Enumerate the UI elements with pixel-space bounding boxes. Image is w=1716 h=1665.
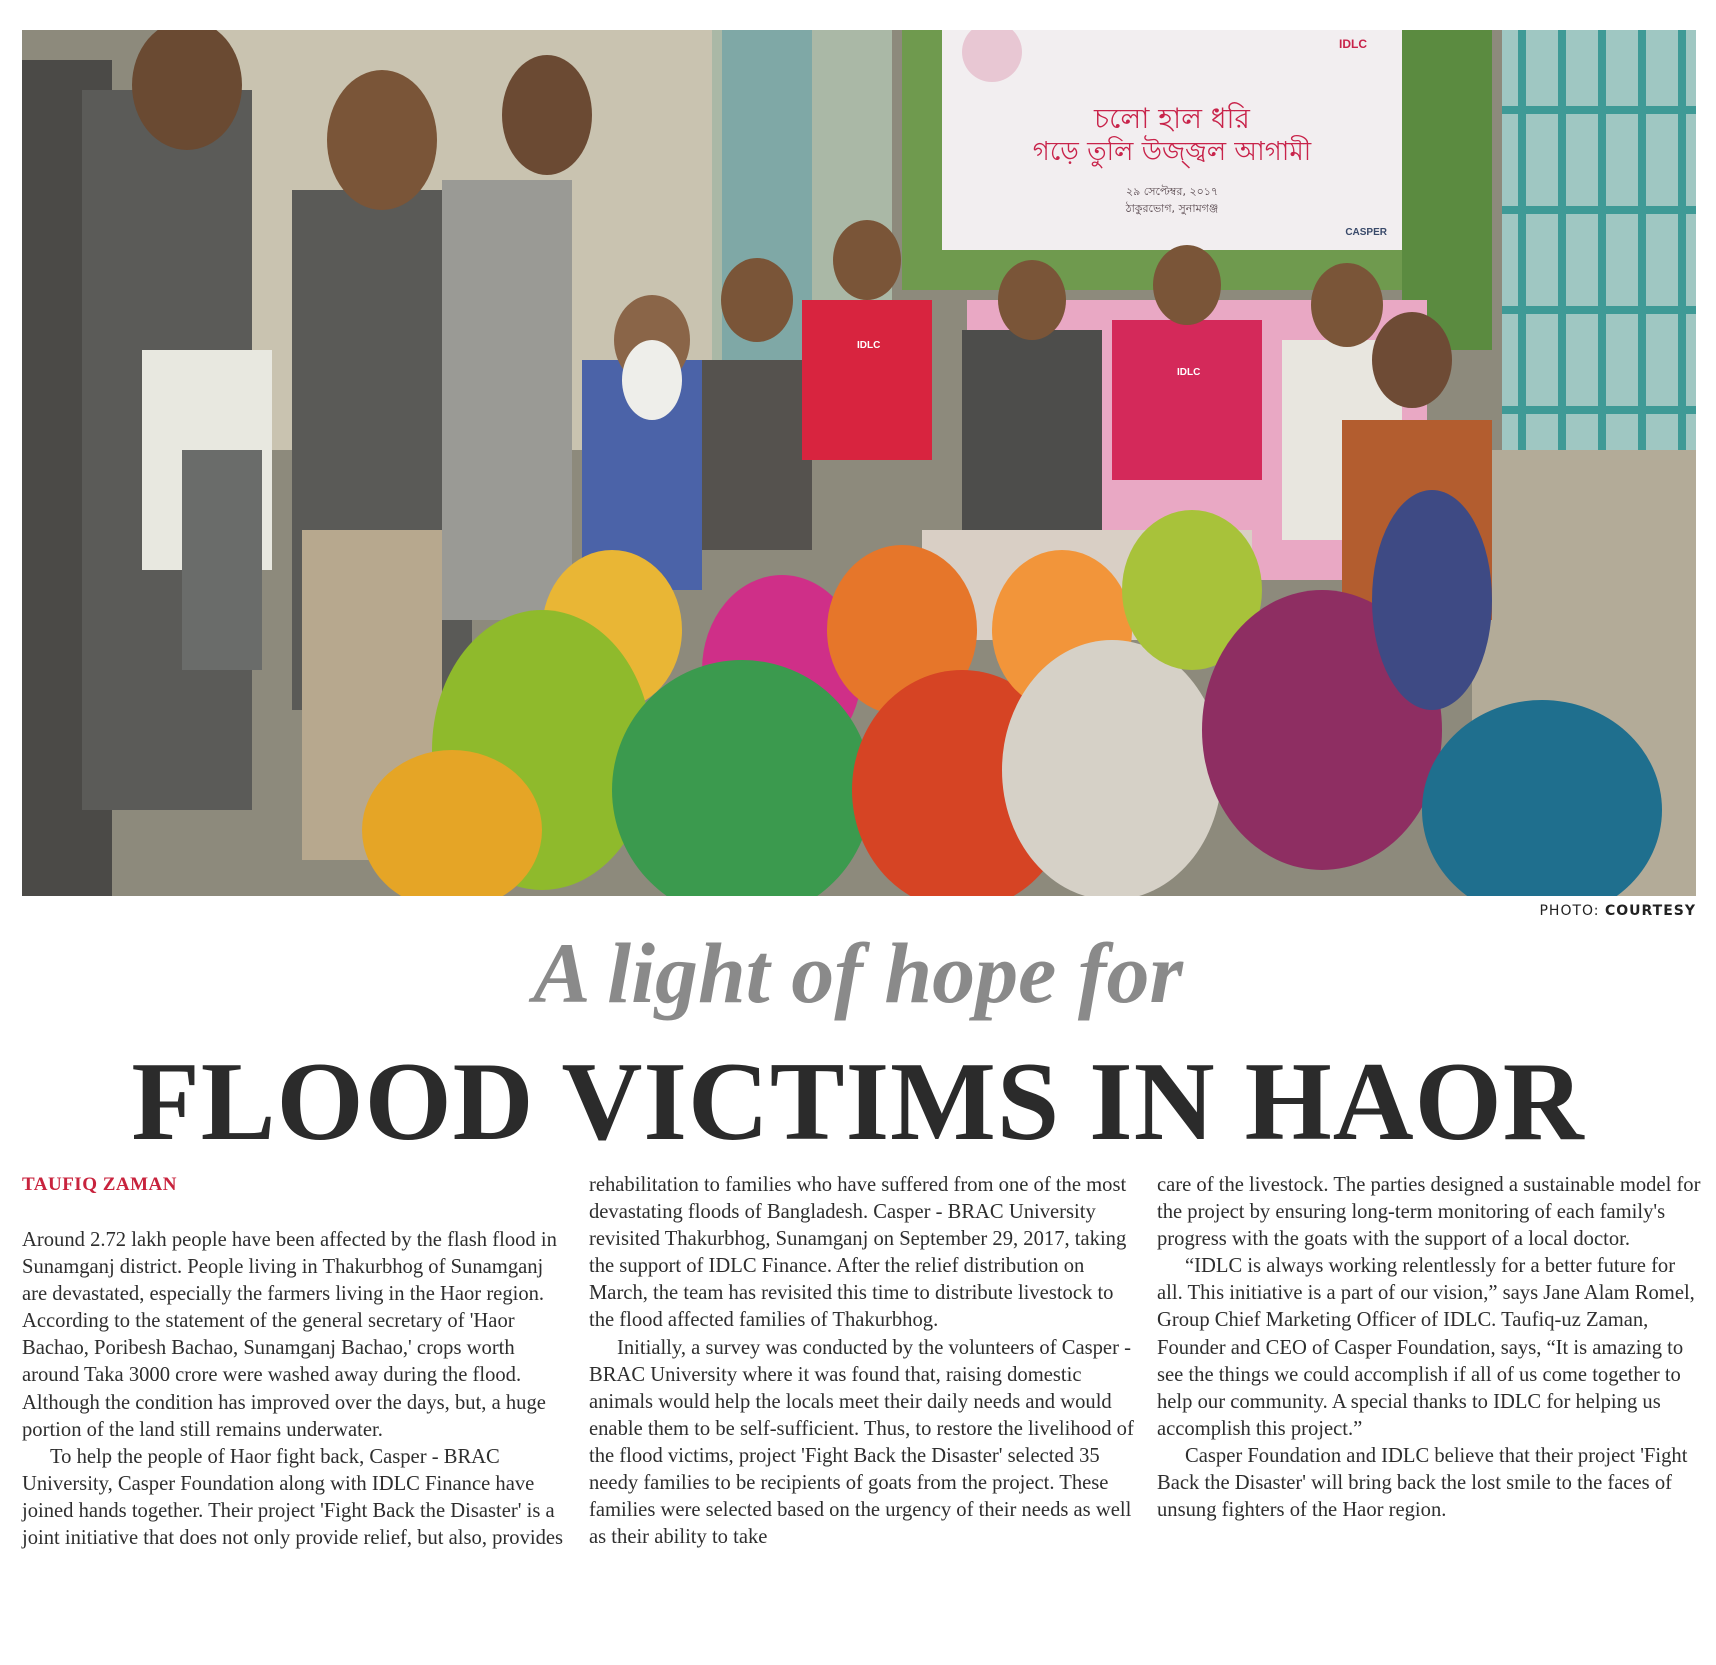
- photo-credit-label: PHOTO:: [1539, 903, 1605, 919]
- article-column-2: [589, 1172, 1134, 1551]
- photo-credit: [1539, 903, 1696, 919]
- photo-illustration: [22, 30, 1696, 896]
- banner-date: ২৯ সেপ্টেম্বর, ২০১৭: [1125, 185, 1219, 198]
- banner-place: ঠাকুরভোগ, সুনামগঞ্জ: [1125, 202, 1219, 215]
- headline: FLOOD VICTIMS IN HAOR: [131, 1040, 1585, 1164]
- banner-line1: চলো হাল ধরি: [1094, 102, 1250, 135]
- banner-idlc-logo: IDLC: [1339, 37, 1367, 51]
- shirt-idlc-logo-1: IDLC: [857, 340, 881, 351]
- photo-credit-name: COURTESY: [1604, 903, 1696, 919]
- paragraph: To help the people of Haor fight back, Casper - BRAC University, Casper Foundation along with IDLC Finance have joined hands together. Their project 'Fight Back the Disaster' is a joint initiative that does not only provide relief, but also, provides: [22, 1445, 564, 1550]
- paragraph: care of the livestock. The parties designed a sustainable model for the project by ensuring long-term monitoring of each family's progress with the goats with the support of a local doctor.: [1157, 1174, 1701, 1251]
- byline: TAUFIQ ZAMAN: [22, 1174, 178, 1195]
- paragraph: Casper Foundation and IDLC believe that their project 'Fight Back the Disaster' will bring back the lost smile to the faces of unsung fighters of the Haor region.: [1157, 1444, 1688, 1522]
- shirt-idlc-logo-2: IDLC: [1177, 367, 1201, 378]
- banner-casper-logo: CASPER: [1345, 227, 1387, 238]
- paragraph: Around 2.72 lakh people have been affected by the flash flood in Sunamganj district. People living in Thakurbhog of Sunamganj are devastated, especially the farmers living in the Haor region. According to the statement of the general secretary of 'Haor Bachao, Poribesh Bachao, Sunamganj Bachao,' crops worth around Taka 3000 crore were washed away during the flood. Although the condition has improved over the days, but, a huge portion of the land still remains underwater.: [22, 1229, 557, 1441]
- article-photo: [22, 30, 1696, 896]
- paragraph: rehabilitation to families who have suffered from one of the most devastating floods of Bangladesh. Casper - BRAC University revisited Thakurbhog, Sunamganj on September 29, 2017, taking the support of IDLC Finance. After the relief distribution on March, the team has revisited this time to distribute livestock to the flood affected families of Thakurbhog.: [589, 1174, 1127, 1332]
- paragraph: Initially, a survey was conducted by the volunteers of Casper - BRAC University where it was found that, raising domestic animals would help the locals meet their daily needs and would enable them to be self-sufficient. Thus, to restore the livelihood of the flood victims, project 'Fight Back the Disaster' selected 35 needy families to be recipients of goats from the project. These families were selected based on the urgency of their needs as well as their ability to take: [589, 1336, 1134, 1549]
- headline-kicker: A light of hope for: [533, 925, 1183, 1021]
- banner-line2: গড়ে তুলি উজ্জ্বল আগামী: [1032, 137, 1312, 167]
- article-column-3: [1157, 1172, 1702, 1524]
- paragraph: “IDLC is always working relentlessly for a better future for all. This initiative is a part of our vision,” says Jane Alam Romel, Group Chief Marketing Officer of IDLC. Taufiq-uz Zaman, Founder and CEO of Casper Foundation, says, “It is amazing to see the things we could accomplish if all of us come together to help our community. A special thanks to IDLC for helping us accomplish this project.”: [1157, 1255, 1695, 1440]
